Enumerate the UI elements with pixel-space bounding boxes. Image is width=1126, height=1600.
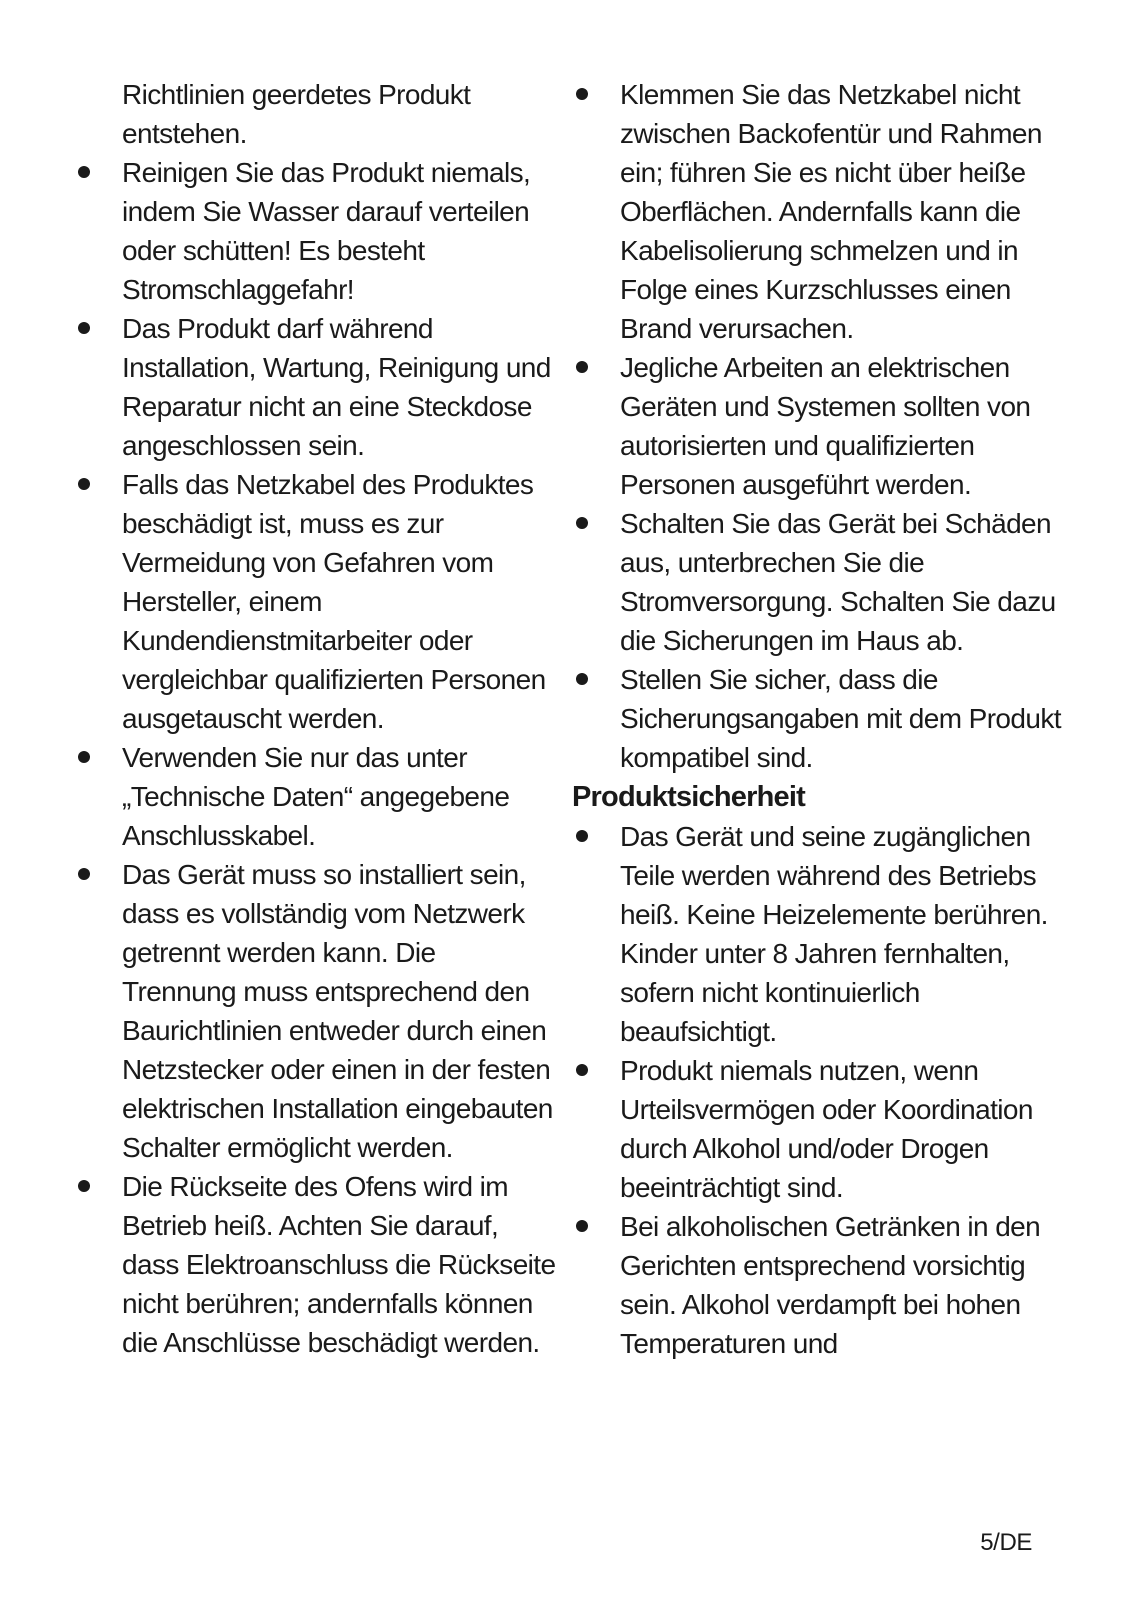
bullet-dot-icon xyxy=(78,166,90,178)
bullet-text: Falls das Netzkabel des Produktes beschädigt ist, muss es zur Vermeidung von Gefahren vom Hersteller, einem Kundendienstmitarbeiter oder vergleichbar qualifizierten Personen ausgetauscht werden. xyxy=(122,469,546,734)
bullet-dot-icon xyxy=(576,673,588,685)
section-heading: Produktsicherheit xyxy=(572,781,805,813)
bullet-dot-icon xyxy=(78,478,90,490)
bullet-text: Das Gerät muss so installiert sein, dass es vollständig vom Netzwerk getrennt werden kann. Die Trennung muss entsprechend den Baurichtlinien entweder durch einen Netzstecker oder einen in der festen elektrischen Installation eingebauten Schalter ermöglicht werden. xyxy=(122,859,553,1163)
bullet-item xyxy=(74,465,556,738)
bullet-text: Die Rückseite des Ofens wird im Betrieb heiß. Achten Sie darauf, dass Elektroanschluss die Rückseite nicht berühren; andernfalls können die Anschlüsse beschädigt werden. xyxy=(122,1171,556,1358)
bullet-text: Stellen Sie sicher, dass die Sicherungsangaben mit dem Produkt kompatibel sind. xyxy=(620,664,1061,773)
bullet-text: Verwenden Sie nur das unter „Technische Daten“ angegebene Anschlusskabel. xyxy=(122,742,510,851)
bullet-dot-icon xyxy=(576,1064,588,1076)
bullet-item xyxy=(572,348,1062,504)
bullet-item xyxy=(74,309,556,465)
bullet-dot-icon xyxy=(576,830,588,842)
bullet-item xyxy=(74,1167,556,1362)
bullet-dot-icon xyxy=(576,1220,588,1232)
bullet-item xyxy=(74,153,556,309)
bullet-dot-icon xyxy=(78,751,90,763)
bullet-text: Schalten Sie das Gerät bei Schäden aus, unterbrechen Sie die Stromversorgung. Schalten Sie dazu die Sicherungen im Haus ab. xyxy=(620,508,1056,656)
continuation-text: Richtlinien geerdetes Produkt entstehen. xyxy=(122,79,471,149)
bullet-text: Reinigen Sie das Produkt niemals, indem Sie Wasser darauf verteilen oder schütten! Es besteht Stromschlaggefahr! xyxy=(122,157,531,305)
page-number: 5/DE xyxy=(980,1529,1032,1556)
bullet-item xyxy=(572,1051,1062,1207)
right-column xyxy=(572,75,1062,1363)
bullet-text: Jegliche Arbeiten an elektrischen Geräten und Systemen sollten von autorisierten und qualifizierten Personen ausgeführt werden. xyxy=(620,352,1031,500)
bullet-dot-icon xyxy=(576,517,588,529)
right-bullet-list-bottom xyxy=(572,817,1062,1363)
bullet-text: Das Produkt darf während Installation, Wartung, Reinigung und Reparatur nicht an eine Steckdose angeschlossen sein. xyxy=(122,313,551,461)
bullet-item xyxy=(572,817,1062,1051)
bullet-item xyxy=(572,660,1062,777)
bullet-item xyxy=(74,855,556,1167)
bullet-text: Klemmen Sie das Netzkabel nicht zwischen Backofentür und Rahmen ein; führen Sie es nicht über heiße Oberflächen. Andernfalls kann die Kabelisolierung schmelzen und in Folge eines Kurzschlusses einen Brand verursachen. xyxy=(620,79,1042,344)
bullet-text: Produkt niemals nutzen, wenn Urteilsvermögen oder Koordination durch Alkohol und/oder Drogen beeinträchtigt sind. xyxy=(620,1055,1033,1203)
left-column xyxy=(74,75,556,1362)
left-bullet-list xyxy=(74,153,556,1362)
bullet-dot-icon xyxy=(78,868,90,880)
bullet-dot-icon xyxy=(78,1180,90,1192)
bullet-text: Bei alkoholischen Getränken in den Gerichten entsprechend vorsichtig sein. Alkohol verdampft bei hohen Temperaturen und xyxy=(620,1211,1041,1359)
bullet-item xyxy=(572,75,1062,348)
bullet-dot-icon xyxy=(576,361,588,373)
bullet-item xyxy=(572,504,1062,660)
bullet-item xyxy=(572,1207,1062,1363)
bullet-dot-icon xyxy=(576,88,588,100)
bullet-item xyxy=(74,738,556,855)
bullet-dot-icon xyxy=(78,322,90,334)
bullet-text: Das Gerät und seine zugänglichen Teile werden während des Betriebs heiß. Keine Heizelemente berühren. Kinder unter 8 Jahren fernhalten, sofern nicht kontinuierlich beaufsichtigt. xyxy=(620,821,1048,1047)
right-bullet-list-top xyxy=(572,75,1062,777)
